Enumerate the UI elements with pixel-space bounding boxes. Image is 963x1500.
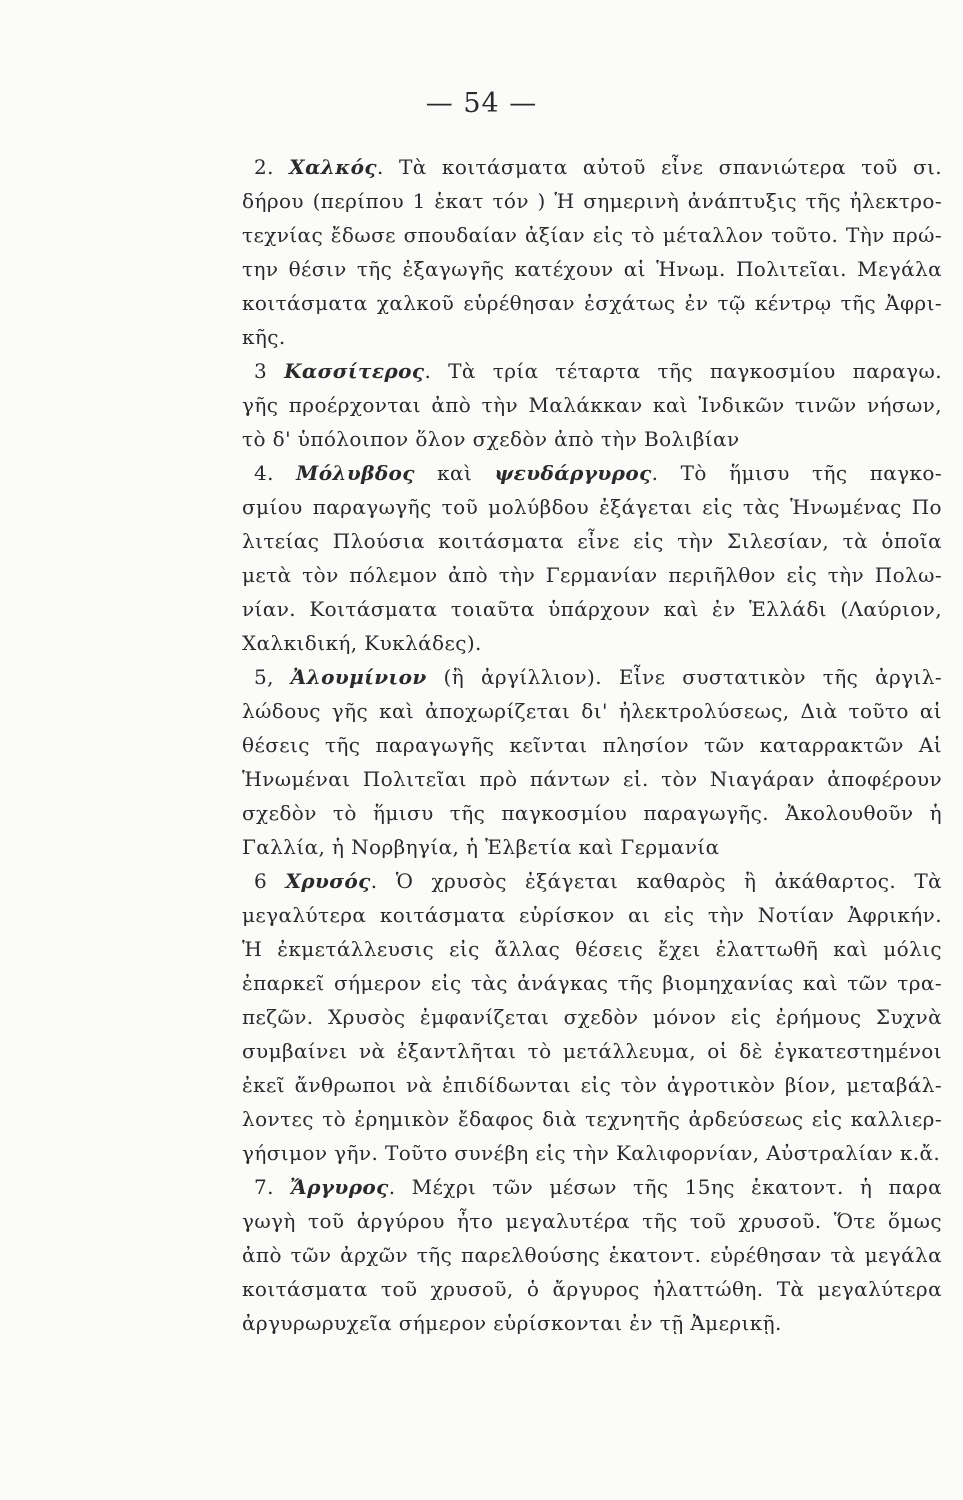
text-fragment: νίαν. Κοιτάσματα τοιαῦτα ὑπάρχουν καὶ ἐν Ἑλλάδι (Λαύριον, (242, 597, 942, 621)
text-line (242, 898, 942, 932)
text-fragment: . Ὁ χρυσὸς ἐξάγεται καθαρὸς ἢ ἀκάθαρτος. Τὰ (370, 869, 942, 893)
text-fragment: λοντες τὸ ἐρημικὸν ἔδαφος διὰ τεχνητῆς ἀρδεύσεως εἰς καλλιερ- (242, 1107, 942, 1131)
text-fragment: κῆς. (242, 325, 286, 349)
text-fragment: ἐπαρκεῖ σήμερον εἰς τὰς ἀνάγκας τῆς βιομηχανίας καὶ τῶν τρα- (242, 971, 942, 995)
text-line (242, 286, 942, 320)
text-fragment: την θέσιν τῆς ἐξαγωγῆς κατέχουν αἱ Ἡνωμ. Πολιτεῖαι. Μεγάλα (242, 257, 942, 281)
body-text (242, 150, 942, 1340)
section-title: Ἄργυρος (290, 1175, 389, 1199)
text-fragment: Γαλλία, ἡ Νορβηγία, ἡ Ἑλβετία καὶ Γερμανία (242, 835, 720, 859)
text-line (242, 728, 942, 762)
text-line (242, 762, 942, 796)
text-fragment: ἀργυρωρυχεῖα σήμερον εὑρίσκονται ἐν τῇ Ἀμερικῇ. (242, 1311, 782, 1335)
text-line (242, 1102, 942, 1136)
text-fragment: γωγὴ τοῦ ἀργύρου ἦτο μεγαλυτέρα τῆς τοῦ χρυσοῦ. Ὅτε ὅμως (242, 1209, 942, 1233)
section-title: Χαλκός (289, 155, 377, 179)
text-fragment: . Τὰ τρία τέταρτα τῆς παγκοσμίου παραγω. (424, 359, 942, 383)
section-title: Ἀλουμίνιον (290, 665, 427, 689)
text-fragment: Ἡνωμέναι Πολιτεῖαι πρὸ πάντων εἰ. τὸν Νιαγάραν ἀποφέρουν (242, 767, 942, 791)
text-line (242, 796, 942, 830)
text-fragment: ἐκεῖ ἄνθρωποι νὰ ἐπιδίδωνται εἰς τὸν ἀγροτικὸν βίον, μεταβάλ- (242, 1073, 942, 1097)
text-line (242, 830, 942, 864)
section-number: 3 (254, 359, 285, 383)
text-fragment: κοιτάσματα τοῦ χρυσοῦ, ὁ ἄργυρος ἠλαττώθη. Τὰ μεγαλύτερα (242, 1277, 942, 1301)
text-line (242, 694, 942, 728)
text-fragment: μετὰ τὸν πόλεμον ἀπὸ τὴν Γερμανίαν περιῆλθον εἰς τὴν Πολω- (242, 563, 942, 587)
text-line (242, 966, 942, 1000)
text-fragment: δήρου (περίπου 1 ἑκατ τόν ) Ἡ σημερινὴ ἀνάπτυξις τῆς ἠλεκτρο- (242, 189, 942, 213)
section-heading-line (242, 660, 942, 694)
text-fragment: . Μέχρι τῶν μέσων τῆς 15ης ἑκατοντ. ἡ παρα (388, 1175, 942, 1199)
text-fragment: τεχνίας ἔδωσε σπουδαίαν ἀξίαν εἰς τὸ μέταλλον τοῦτο. Τὴν πρώ- (242, 223, 942, 247)
text-line (242, 1000, 942, 1034)
section-title: Μόλυβδος (296, 461, 415, 485)
text-fragment: . Τὸ ἥμισυ τῆς παγκο- (651, 461, 943, 485)
text-fragment: σμίου παραγωγῆς τοῦ μολύβδου ἐξάγεται εἰς τὰς Ἡνωμένας Πο (242, 495, 942, 519)
text-line (242, 184, 942, 218)
text-fragment: λιτείας Πλούσια κοιτάσματα εἶνε εἰς τὴν Σιλεσίαν, τὰ ὁποῖα (242, 529, 942, 553)
text-fragment: Χαλκιδική, Κυκλάδες). (242, 631, 482, 655)
text-fragment: καὶ (414, 461, 495, 485)
section-number: 4. (254, 461, 297, 485)
section-number: 6 (254, 869, 286, 893)
section-heading-line (242, 864, 942, 898)
section-heading-line (242, 1170, 942, 1204)
section-number: 2. (254, 155, 290, 179)
text-fragment: . Τὰ κοιτάσματα αὐτοῦ εἶνε σπανιώτερα τοῦ σι. (377, 155, 943, 179)
text-fragment: γῆς προέρχονται ἀπὸ τὴν Μαλάκκαν καὶ Ἰνδικῶν τινῶν νήσων, (242, 393, 942, 417)
text-fragment: ἀπὸ τῶν ἀρχῶν τῆς παρελθούσης ἑκατοντ. εὑρέθησαν τὰ μεγάλα (242, 1243, 942, 1267)
text-line (242, 1034, 942, 1068)
text-fragment: γήσιμον γῆν. Τοῦτο συνέβη εἰς τὴν Καλιφορνίαν, Αὐστραλίαν κ.ἄ. (242, 1141, 941, 1165)
text-fragment: θέσεις τῆς παραγωγῆς κεῖνται πλησίον τῶν καταρρακτῶν Αἱ (242, 733, 942, 757)
section-title: ψευδάργυρος (494, 461, 652, 485)
text-line (242, 524, 942, 558)
section-heading-line (242, 354, 942, 388)
text-line (242, 1272, 942, 1306)
text-fragment: (ἢ ἀργίλλιον). Εἶνε συστατικὸν τῆς ἀργιλ- (426, 665, 943, 689)
text-line (242, 1238, 942, 1272)
text-line (242, 626, 942, 660)
text-line (242, 558, 942, 592)
text-fragment: τὸ δ' ὑπόλοιπον ὅλον σχεδὸν ἀπὸ τὴν Βολιβίαν (242, 427, 740, 451)
text-line (242, 320, 942, 354)
text-fragment: συμβαίνει νὰ ἐξαντλῆται τὸ μετάλλευμα, οἱ δὲ ἐγκατεστημένοι (242, 1039, 942, 1063)
section-heading-line (242, 150, 942, 184)
section-title: Χρυσός (285, 869, 371, 893)
page-number: — 54 — (425, 88, 538, 119)
text-line (242, 422, 942, 456)
text-line (242, 252, 942, 286)
text-line (242, 218, 942, 252)
text-fragment: σχεδὸν τὸ ἥμισυ τῆς παγκοσμίου παραγωγῆς. Ἀκολουθοῦν ἡ (242, 801, 942, 825)
text-line (242, 1204, 942, 1238)
text-line (242, 490, 942, 524)
text-line (242, 932, 942, 966)
text-line (242, 1068, 942, 1102)
section-number: 5, (254, 665, 291, 689)
text-fragment: λώδους γῆς καὶ ἀποχωρίζεται δι' ἠλεκτρολύσεως, Διὰ τοῦτο αἱ (242, 699, 942, 723)
text-line (242, 1306, 942, 1340)
text-line (242, 1136, 942, 1170)
section-heading-line (242, 456, 942, 490)
text-fragment: πεζῶν. Χρυσὸς ἐμφανίζεται σχεδὸν μόνον εἰς ἐρήμους Συχνὰ (242, 1005, 942, 1029)
section-number: 7. (254, 1175, 291, 1199)
text-line (242, 592, 942, 626)
text-fragment: κοιτάσματα χαλκοῦ εὑρέθησαν ἐσχάτως ἐν τῷ κέντρῳ τῆς Ἀφρι- (242, 291, 942, 315)
section-title: Κασσίτερος (284, 359, 425, 383)
text-fragment: μεγαλύτερα κοιτάσματα εὑρίσκον αι εἰς τὴν Νοτίαν Ἀφρικήν. (242, 903, 942, 927)
text-fragment: Ἡ ἐκμετάλλευσις εἰς ἄλλας θέσεις ἔχει ἐλαττωθῆ καὶ μόλις (242, 937, 942, 961)
text-line (242, 388, 942, 422)
